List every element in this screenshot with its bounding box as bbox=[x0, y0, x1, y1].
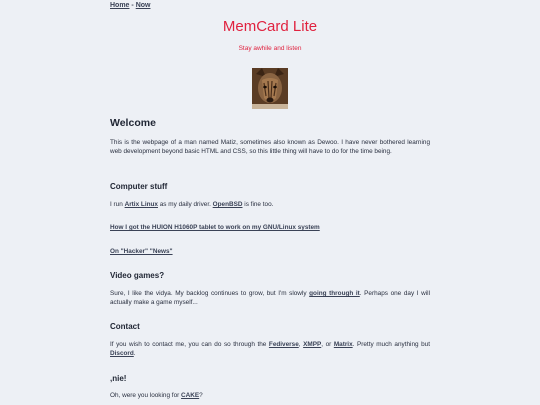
xmpp-link[interactable]: XMPP bbox=[303, 341, 322, 348]
backlog-link[interactable]: going through it bbox=[309, 290, 360, 297]
games-heading: Video games? bbox=[110, 271, 165, 280]
hacker-news-link[interactable]: On "Hacker" "News" bbox=[110, 248, 173, 255]
nav-home-link[interactable]: Home bbox=[110, 2, 130, 9]
contact-sep-2: , or bbox=[321, 341, 334, 348]
cake-link[interactable]: CAKE bbox=[181, 392, 200, 399]
top-nav bbox=[110, 1, 150, 10]
contact-text-pre: If you wish to contact me, you can do so through the bbox=[110, 341, 269, 348]
nie-text-post: ? bbox=[199, 392, 203, 399]
computer-text-pre: I run bbox=[110, 201, 125, 208]
nie-heading: ,nie! bbox=[110, 374, 127, 383]
games-text-pre: Sure, I like the vidya. My backlog continues to grow, but I'm slowly bbox=[110, 290, 310, 297]
avatar-dog-photo bbox=[252, 68, 288, 109]
site-title: MemCard Lite bbox=[222, 18, 318, 35]
artix-linux-link[interactable]: Artix Linux bbox=[124, 201, 158, 208]
contact-text-post: . bbox=[133, 350, 136, 358]
matrix-link[interactable]: Matrix bbox=[333, 341, 353, 348]
welcome-text: This is the webpage of a man named Matiz, sometimes also known as Dewoo. I have never bothered learning web development beyond basic HTML and CSS, so this little thing will have to do for the time being. bbox=[110, 139, 430, 156]
nie-text bbox=[110, 391, 430, 400]
fediverse-link[interactable]: Fediverse bbox=[268, 341, 299, 348]
games-text bbox=[110, 289, 430, 307]
discord-link[interactable]: Discord bbox=[110, 350, 134, 358]
nav-now-link[interactable]: Now bbox=[135, 2, 151, 9]
welcome-heading: Welcome bbox=[110, 117, 156, 129]
contact-heading: Contact bbox=[110, 322, 140, 331]
computer-text-mid: as my daily driver. bbox=[157, 201, 213, 208]
contact-text bbox=[110, 340, 430, 358]
site-subtitle: Stay awhile and listen bbox=[238, 45, 302, 52]
hn-paragraph bbox=[110, 247, 430, 256]
computer-text-post: is fine too. bbox=[242, 201, 274, 208]
computer-text bbox=[110, 200, 430, 209]
games-text-post: . Perhaps one day I will actually make a game myself... bbox=[110, 290, 430, 307]
tablet-paragraph bbox=[110, 223, 430, 232]
dog-photo-icon bbox=[252, 68, 288, 109]
tablet-article-link[interactable]: How I got the HUION H1060P tablet to work on my GNU/Linux system bbox=[110, 224, 320, 231]
openbsd-link[interactable]: OpenBSD bbox=[212, 201, 243, 208]
contact-sep-1: , bbox=[298, 341, 304, 348]
nie-text-pre: Oh, were you looking for bbox=[110, 392, 182, 399]
contact-text-mid: . Pretty much anything but bbox=[352, 341, 431, 348]
nav-separator: - bbox=[131, 2, 134, 9]
computer-heading: Computer stuff bbox=[110, 182, 168, 191]
